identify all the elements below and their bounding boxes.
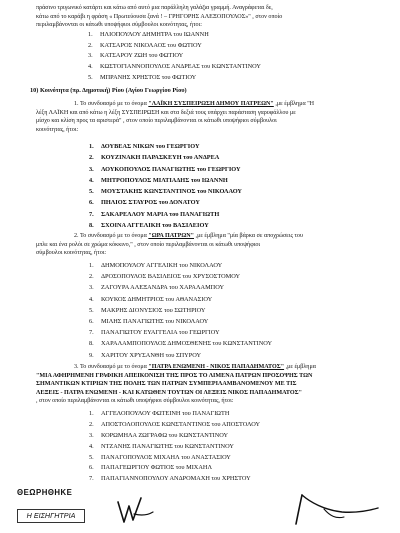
list-text: ΛΟΥΚΟΠΟΥΛΟΣ ΠΑΝΑΓΙΩΤΗΣ του ΓΕΩΡΓΙΟΥ xyxy=(101,165,241,173)
list-text: ΠΑΝΑΓΙΩΤΟΥ ΕΥΑΓΓΕΛΙΑ του ΓΕΩΡΓΙΟΥ xyxy=(101,329,220,337)
list-item xyxy=(89,463,369,474)
list-item xyxy=(89,260,369,271)
list-number: 1. xyxy=(89,262,94,269)
block1-line: κοινότητας, ήτοι: xyxy=(36,126,79,133)
list-text: ΠΑΝΑΓΟΠΟΥΛΟΣ ΜΙΧΑΗΛ του ΑΝΑΣΤΑΣΙΟΥ xyxy=(101,453,231,461)
list-text: ΚΩΣΤΟΓΙΑΝΝΟΠΟΥΛΟΣ ΑΝΔΡΕΑΣ του ΚΩΝΣΤΑΝΤΙΝΟΥ xyxy=(100,63,261,71)
list-number: 4. xyxy=(88,63,93,71)
list-item xyxy=(88,51,368,62)
block2-line: μπλε και ένα ρολόι σε χρώμα κόκκινο," , στον οποίο περιλαμβάνονται οι κάτωθι υποψήφιοι xyxy=(36,241,261,248)
list-item xyxy=(88,73,368,84)
list-number: 9. xyxy=(89,351,94,359)
list-number: 4. xyxy=(89,442,94,450)
block2-name: "ΩΡΑ ΠΑΤΡΩΝ" xyxy=(148,233,195,239)
list-text: ΠΑΠΑΓΕΩΡΓΙΟΥ ΦΩΤΙΟΣ του ΜΙΧΑΗΛ xyxy=(101,464,213,472)
block3-line: ΣΗΜΑΝΤΙΚΩΝ ΚΤΙΡΙΩΝ ΤΗΣ ΠΟΛΗΣ ΤΩΝ ΠΑΤΡΩΝ ΣΥΜΠΕΡΙΛΑΜΒΑΝΟΜΕΝΟΥ ΜΕ ΤΙΣ xyxy=(36,381,297,388)
list-item xyxy=(89,209,369,220)
list-text: ΜΠΡΑΝΗΣ ΧΡΗΣΤΟΣ του ΦΩΤΙΟΥ xyxy=(100,73,197,81)
list-item xyxy=(89,186,369,197)
list-number: 7. xyxy=(89,210,94,218)
block2-emblem: ,με έμβλημα "μία βάρκα σε αποχρώσεις του xyxy=(194,233,303,239)
list-number: 5. xyxy=(89,453,94,461)
list-number: 3. xyxy=(89,165,94,173)
list-item xyxy=(88,30,368,41)
list-item xyxy=(89,175,369,186)
list-number: 2. xyxy=(89,154,94,162)
list-item xyxy=(89,197,369,208)
list-item xyxy=(89,152,369,163)
list-item xyxy=(89,305,369,316)
list-text: ΚΟΥΖΙΝΑΚΗ ΠΑΡΑΣΚΕΥΗ του ΑΝΔΡΕΑ xyxy=(101,154,220,162)
block1-intro: 1. Το συνδυασμό με το όνομα xyxy=(74,101,149,107)
list-item xyxy=(89,271,369,282)
block3-line xyxy=(36,363,374,372)
list-item xyxy=(89,442,369,453)
list-item xyxy=(89,316,369,327)
list-item xyxy=(89,327,369,338)
list-item xyxy=(88,62,368,73)
list-text: ΝΤΖΑΝΗΣ ΠΑΝΑΓΙΩΤΗΣ του ΚΩΝΣΤΑΝΤΙΝΟΥ xyxy=(101,442,234,450)
block3-line: ΛΕΞΕΙΣ - ΠΑΤΡΑ ΕΝΩΜΕΝΗ - ΚΑΙ ΚΑΤΩΘΕΝ ΤΟΥΤΩΝ ΟΙ ΛΕΞΕΙΣ ΝΙΚΟΣ ΠΑΠΑΔΗΜΑΤΟΣ" xyxy=(36,389,302,396)
list-text: ΑΠΟΣΤΟΛΟΠΟΥΛΟΣ ΚΩΝΣΤΑΝΤΙΝΟΣ του ΑΠΟΣΤΟΛΟΥ xyxy=(101,420,261,428)
signature-mark xyxy=(284,492,384,528)
top-paragraph-line: κάτω από το καράβι η φράση « Πρωτεύουσα ξανά ! – ΓΡΗΓΟΡΗΣ ΑΛΕΞΟΠΟΥΛΟΣ»" , στον οποίο xyxy=(36,13,283,20)
candidate-list-block1 xyxy=(89,141,369,231)
list-item xyxy=(89,453,369,464)
list-text: ΗΛΙΟΠΟΥΛΟΥ ΔΗΜΗΤΡΑ του ΙΩΑΝΝΗ xyxy=(100,31,209,38)
block1-paragraph xyxy=(36,100,374,134)
list-number: 1. xyxy=(89,410,94,417)
list-text: ΔΗΜΟΠΟΥΛΟΥ ΑΓΓΕΛΙΚΗ του ΝΙΚΟΛΑΟΥ xyxy=(101,262,223,269)
list-item xyxy=(89,294,369,305)
list-item xyxy=(89,420,369,431)
block1-line: μίσχο και κλίση προς τα αριστερά" , στον οποίο περιλαμβάνονται οι κάτωθι υποψήφιοι σύμβουλοι xyxy=(36,118,277,125)
list-text: ΜΗΤΡΟΠΟΥΛΟΣ ΜΙΛΤΙΑΔΗΣ του ΙΩΑΝΝΗ xyxy=(101,176,228,184)
list-item xyxy=(89,338,369,349)
list-text: ΑΓΓΕΛΟΠΟΥΛΟΥ ΦΩΤΕΙΝΗ του ΠΑΝΑΓΙΩΤΗ xyxy=(101,410,230,417)
block1-line xyxy=(36,100,374,109)
list-text: ΚΑΤΣΑΡΟΣ ΝΙΚΟΛΑΟΣ του ΦΩΤΙΟΥ xyxy=(100,41,202,49)
section-heading: 10) Κοινότητα (πρ. Δημοτική) Ρίου (Αγίου Γεωργίου Ρίου) xyxy=(30,87,187,94)
list-item xyxy=(89,350,369,361)
top-paragraph-line: πράσινο τριγωνικό κατάρτι και κάτω από αυτό μια παράλληλη γαλάζια γραμμή. Αναγράφεται δε, xyxy=(36,5,273,11)
candidate-list-block3 xyxy=(89,409,369,485)
list-number: 7. xyxy=(89,329,94,337)
block2-line: σύμβουλοι κοινότητας, ήτοι: xyxy=(36,250,107,257)
list-text: ΜΟΥΣΤΑΚΗΣ ΚΩΝΣΤΑΝΤΙΝΟΣ του ΝΙΚΟΛΑΟΥ xyxy=(101,188,242,196)
signature-mark xyxy=(114,494,156,526)
list-number: 1. xyxy=(88,31,93,38)
list-text: ΠΗΛΙΟΣ ΣΤΑΥΡΟΣ του ΔΟΝΑΤΟΥ xyxy=(101,199,200,207)
top-paragraph xyxy=(36,4,374,30)
block1-emblem: ,με έμβλημα "Η xyxy=(273,101,315,107)
list-text: ΔΡΟΣΟΠΟΥΛΟΣ ΒΑΣΙΛΕΙΟΣ του ΧΡΥΣΟΣΤΟΜΟΥ xyxy=(101,273,241,281)
list-number: 2. xyxy=(89,420,94,428)
list-text: ΚΑΤΣΑΡΟΥ ΖΩΗ του ΦΩΤΙΟΥ xyxy=(100,52,184,60)
rapporteur-stamp: Η ΕΙΣΗΓΗΤΡΙΑ xyxy=(17,509,85,523)
list-text: ΚΟΡΩΜΗΛΑ ΖΩΓΡΑΦΩ του ΚΩΝΣΤΑΝΤΙΝΟΥ xyxy=(101,431,229,439)
list-number: 8. xyxy=(89,340,94,348)
block2-paragraph xyxy=(36,232,374,258)
list-number: 5. xyxy=(89,188,94,196)
block2-intro: 2. Το συνδυασμό με το όνομα xyxy=(74,233,149,239)
list-number: 6. xyxy=(89,199,94,207)
list-text: ΣΑΚΑΡΕΛΛΟΥ ΜΑΡΙΑ του ΠΑΝΑΓΙΩΤΗ xyxy=(101,210,220,218)
list-number: 5. xyxy=(88,73,93,81)
list-item xyxy=(89,409,369,420)
list-text: ΧΑΡΑΛΑΜΠΟΠΟΥΛΟΣ ΔΗΜΟΣΘΕΝΗΣ του ΚΩΝΣΤΑΝΤΙΝΟΥ xyxy=(101,340,273,348)
list-item xyxy=(89,431,369,442)
approved-stamp: ΘΕΩΡΗΘΗΚΕ xyxy=(17,488,73,497)
list-text: ΣΧΟΙΝΑ ΑΓΓΕΛΙΚΗ του ΒΑΣΙΛΕΙΟΥ xyxy=(101,222,209,230)
block1-name: "ΛΑΪΚΗ ΣΥΣΠΕΙΡΩΣΗ ΔΗΜΟΥ ΠΑΤΡΕΩΝ" xyxy=(148,101,274,107)
block2-line xyxy=(36,232,374,241)
list-number: 3. xyxy=(89,431,94,439)
list-number: 2. xyxy=(88,41,93,49)
list-text: ΔΟΥΒΕΑΣ ΝΙΚΩΝ του ΓΕΩΡΓΙΟΥ xyxy=(101,143,200,150)
list-item xyxy=(89,220,369,231)
list-number: 2. xyxy=(89,273,94,281)
list-item xyxy=(89,164,369,175)
block3-paragraph xyxy=(36,363,374,406)
block3-name: "ΠΑΤΡΑ ΕΝΩΜΕΝΗ - ΝΙΚΟΣ ΠΑΠΑΔΗΜΑΤΟΣ" xyxy=(148,364,285,370)
top-paragraph-line: περιλαμβάνονται οι κάτωθι υποψήφιοι σύμβουλοι κοινότητας, ήτοι: xyxy=(36,22,202,29)
list-number: 1. xyxy=(89,143,94,150)
block3-emblem: ,με έμβλημα xyxy=(284,364,316,370)
candidate-list-top xyxy=(88,30,368,83)
list-number: 3. xyxy=(88,52,93,60)
list-item xyxy=(89,474,369,485)
list-item xyxy=(88,41,368,52)
block3-line: "ΜΙΑ ΑΦΗΡΗΜΕΝΗ ΓΡΑΦΙΚΗ ΑΠΕΙΚΟΝΙΣΗ ΤΗΣ ΠΡΟΣ ΤΟ ΛΙΜΕΝΑ ΠΑΤΡΩΝ ΠΡΟΣΟΨΗΣ ΤΩΝ xyxy=(36,372,313,379)
list-item xyxy=(89,282,369,293)
list-number: 8. xyxy=(89,222,94,230)
list-text: ΜΙΛΗΣ ΠΑΝΑΓΙΩΤΗΣ του ΝΙΚΟΛΑΟΥ xyxy=(101,317,209,325)
list-number: 6. xyxy=(89,464,94,472)
list-number: 7. xyxy=(89,475,94,483)
list-number: 6. xyxy=(89,317,94,325)
list-text: ΧΑΡΙΤΟΥ ΧΡΥΣΑΝΘΗ του ΣΠΥΡΟΥ xyxy=(101,351,201,359)
block1-line: λέξη ΛΑΪΚΗ και από κάτω η λέξη ΣΥΣΠΕΙΡΩΣΗ και στα δεξιά τους υπάρχει παράσταση γαρυφάλλου με xyxy=(36,109,296,116)
list-text: ΠΑΠΑΓΙΑΝΝΟΠΟΥΛΟΥ ΑΝΔΡΟΜΑΧΗ του ΧΡΗΣΤΟΥ xyxy=(101,475,251,483)
block3-intro: 3. Το συνδυασμό με το όνομα xyxy=(74,364,149,370)
list-item xyxy=(89,141,369,152)
list-text: ΚΟΥΚΟΣ ΔΗΜΗΤΡΙΟΣ του ΑΘΑΝΑΣΙΟΥ xyxy=(101,295,213,303)
list-number: 4. xyxy=(89,295,94,303)
block3-line: , στον οποίο περιλαμβάνονται οι κάτωθι υποψήφιοι σύμβουλοι κοινότητας, ήτοι: xyxy=(36,398,234,405)
list-number: 5. xyxy=(89,306,94,314)
list-number: 3. xyxy=(89,284,94,292)
candidate-list-block2 xyxy=(89,260,369,361)
list-text: ΜΑΚΡΗΣ ΔΙΟΝΥΣΙΟΣ του ΣΩΤΗΡΙΟΥ xyxy=(101,306,206,314)
list-text: ΖΑΓΟΥΡΑ ΑΛΕΞΑΝΔΡΑ του ΧΑΡΑΛΑΜΠΟΥ xyxy=(101,284,225,292)
list-number: 4. xyxy=(89,176,94,184)
